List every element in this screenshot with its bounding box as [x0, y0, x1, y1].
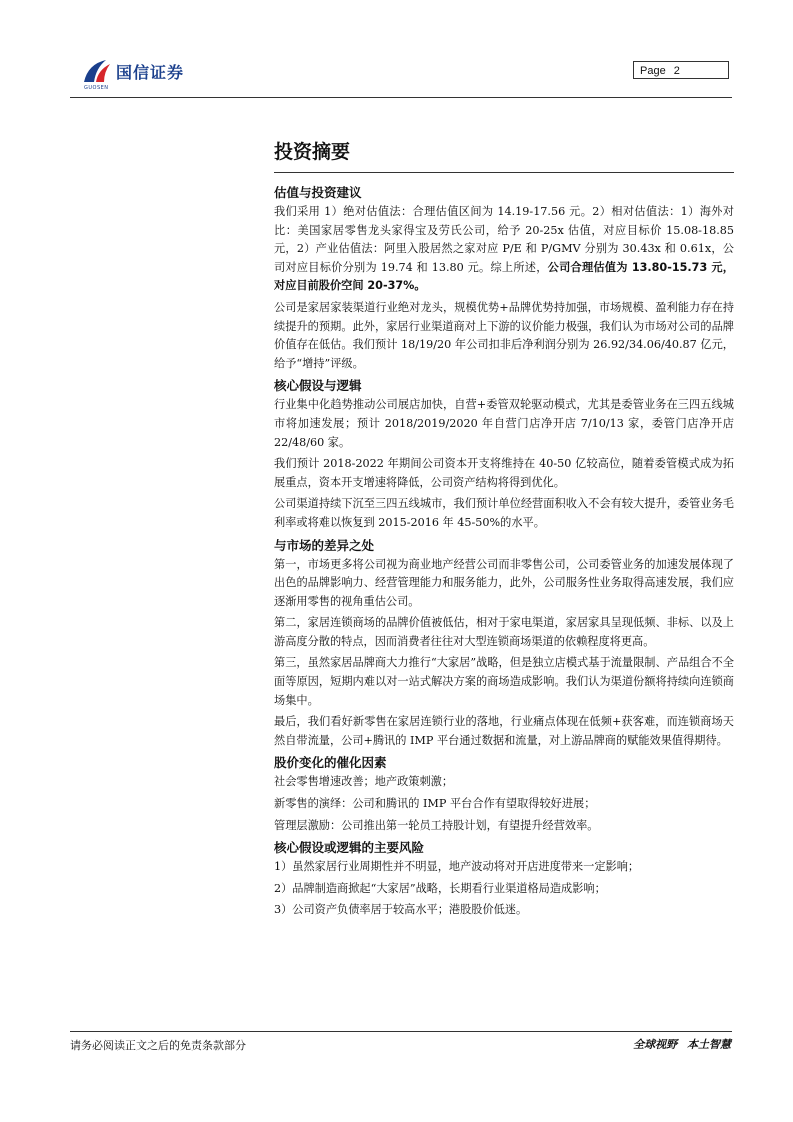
assumption-paragraph-1: 行业集中化趋势推动公司展店加快，自营+委管双轮驱动模式，尤其是委管业务在三四五线城市将加速发展；预计 2018/2019/2020 年自营门店净开店 7/10/13 家，委管门店净开店 22/48/60 家。 [274, 398, 734, 449]
page-title: 投资摘要 [274, 141, 351, 163]
company-logo [82, 56, 222, 92]
page-indicator [633, 61, 729, 79]
section-heading-risks: 核心假设或逻辑的主要风险 [274, 840, 425, 856]
risk-item-3: 3）公司资产负债率居于较高水平；港股股价低迷。 [274, 903, 528, 917]
disclaimer-note: 请务必阅读正文之后的免责条款部分 [70, 1039, 246, 1052]
assumption-paragraph-3: 公司渠道持续下沉至三四五线城市，我们预计单位经营面积收入不会有较大提升，委管业务毛利率或将难以恢复到 2015-2016 年 45-50%的水平。 [274, 497, 734, 529]
difference-paragraph-3: 第三，虽然家居品牌商大力推行“大家居”战略，但是独立店模式基于流量限制、产品组合不全面等原因，短期内难以对一站式解决方案的商场造成影响。我们认为渠道份额将持续向连锁商场集中。 [274, 656, 734, 707]
valuation-paragraph-1: 我们采用 1）绝对估值法：合理估值区间为 14.19-17.56 元。2）相对估值法：1）海外对比：美国家居零售龙头家得宝及劳氏公司，给予 20-25x 估值，对应目标价 15.08-18.85 元，2）产业估值法：阿里入股居然之家对应 P/E 和 P/GMV 分别为 30.43x 和 0.61x，公司对应目标价分别为 19.74 和 13.80 元。综上所述，公司合理估值为 13.80-15.73 元，对应目前股价空间 20-37%。 [274, 205, 734, 293]
logo-subtext: GUOSEN [84, 85, 109, 91]
risk-item-2: 2）品牌制造商掀起“大家居”战略，长期看行业渠道格局造成影响； [274, 881, 606, 895]
difference-paragraph-4: 最后，我们看好新零售在家居连锁行业的落地，行业痛点体现在低频+获客难，而连锁商场天然自带流量，公司+腾讯的 IMP 平台通过数据和流量，对上游品牌商的赋能效果值得期待。 [274, 715, 734, 747]
page-label: Page [640, 65, 666, 77]
catalyst-item-1: 社会零售增速改善；地产政策刺激； [274, 775, 454, 789]
header-divider [70, 97, 732, 98]
section-heading-catalysts: 股价变化的催化因素 [274, 755, 387, 771]
footer-divider [70, 1031, 732, 1032]
section-heading-valuation: 估值与投资建议 [274, 185, 362, 200]
difference-paragraph-2: 第二，家居连锁商场的品牌价值被低估，相对于家电渠道，家居家具呈现低频、非标、以及上游高度分散的特点，因而消费者往往对大型连锁商场渠道的依赖程度将更高。 [274, 616, 734, 648]
section-heading-market-difference: 与市场的差异之处 [274, 537, 375, 553]
logo-text: 国信证券 [116, 63, 185, 82]
difference-paragraph-1: 第一，市场更多将公司视为商业地产经营公司而非零售公司，公司委管业务的加速发展体现了出色的品牌影响力、经营管理能力和服务能力，此外，公司服务性业务取得高速发展，我们应逐渐用零售的视角重估公司。 [274, 557, 734, 608]
footer-slogan: 全球视野 本土智慧 [633, 1038, 731, 1051]
valuation-conclusion: 公司合理估值为 13.80-15.73 元，对应目前股价空间 20-37%。 [274, 260, 734, 293]
title-divider [274, 172, 734, 173]
catalyst-item-3: 管理层激励：公司推出第一轮员工持股计划，有望提升经营效率。 [274, 818, 599, 832]
page-number: 2 [673, 65, 680, 77]
section-heading-core-assumptions: 核心假设与逻辑 [274, 378, 362, 394]
logo-mark-icon [82, 58, 112, 84]
report-content [274, 138, 734, 923]
risk-item-1: 1）虽然家居行业周期性并不明显，地产波动将对开店进度带来一定影响； [274, 860, 640, 874]
catalyst-item-2: 新零售的演绎：公司和腾讯的 IMP 平台合作有望取得较好进展； [274, 797, 596, 811]
valuation-paragraph-2: 公司是家居家装渠道行业绝对龙头，规模优势+品牌优势持加强，市场规模、盈利能力存在持续提升的预期。此外，家居行业渠道商对上下游的议价能力极强，我们认为市场对公司的品牌价值存在低估。我们预计 18/19/20 年公司扣非后净利润分别为 26.92/34.06/40.87 亿元，给予“增持”评级。 [274, 300, 734, 370]
assumption-paragraph-2: 我们预计 2018-2022 年期间公司资本开支将维持在 40-50 亿较高位，随着委管模式成为拓展重点，资本开支增速将降低，公司资产结构将得到优化。 [274, 457, 734, 489]
